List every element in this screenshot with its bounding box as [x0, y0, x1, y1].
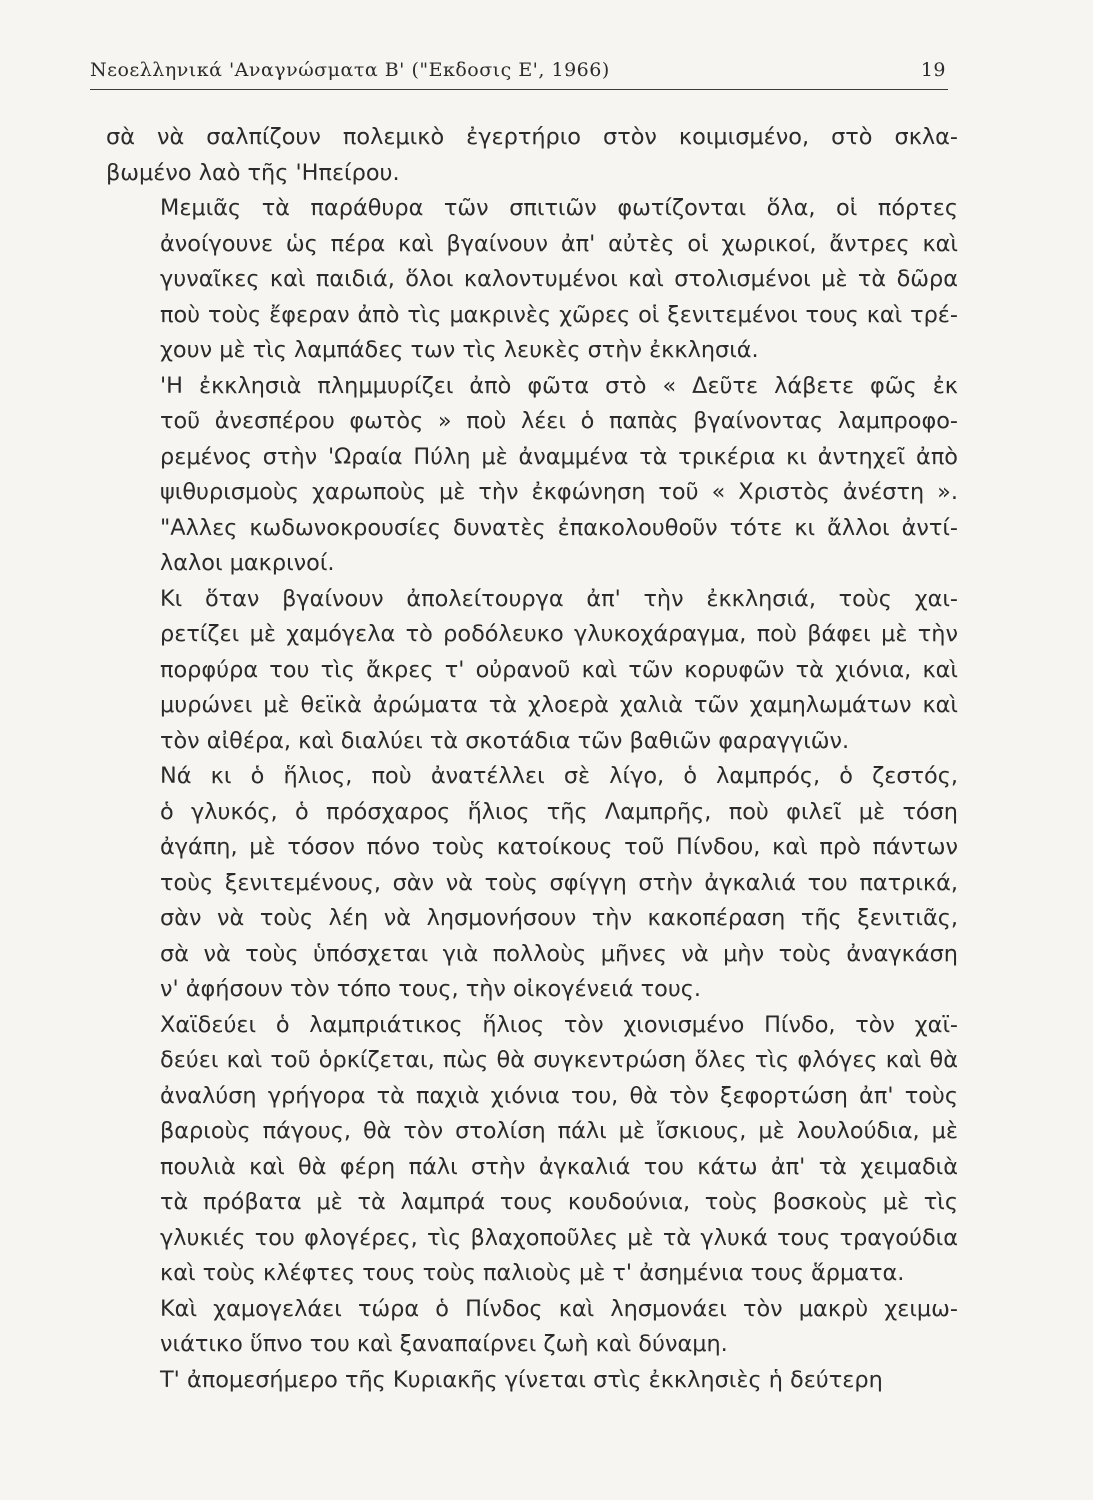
text-line: δεύει καὶ τοῦ ὁρκίζεται, πὼς θὰ συγκεντρώση ὅλες τὶς φλόγες καὶ θὰ	[160, 1047, 958, 1073]
text-line: βωμένο λαὸ τῆς 'Ηπείρου.	[106, 159, 400, 186]
text-line: σὰ νὰ τοὺς ὑπόσχεται γιὰ πολλοὺς μῆνες νὰ μὴν τοὺς ἀναγκάση	[160, 940, 958, 967]
text-line: πουλιὰ καὶ θὰ φέρη πάλι στὴν ἀγκαλιά του κάτω ἀπ' τὰ χειμαδιὰ	[160, 1153, 958, 1180]
paragraph	[106, 582, 958, 760]
text-line: χουν μὲ τὶς λαμπάδες των τὶς λευκὲς στὴν ἐκκλησιά.	[160, 337, 759, 363]
text-line: τὸν αἰθέρα, καὶ διαλύει τὰ σκοτάδια τῶν βαθιῶν φαραγγιῶν.	[160, 727, 850, 754]
text-line: σὰ νὰ σαλπίζουν πολεμικὸ ἐγερτήριο στὸν κοιμισμένο, στὸ σκλα-	[106, 124, 958, 150]
text-line: ἀναλύση γρήγορα τὰ παχιὰ χιόνια του, θὰ τὸν ξεφορτώση ἀπ' τοὺς	[160, 1082, 958, 1109]
paragraph	[106, 369, 958, 582]
text-line: "Αλλες κωδωνοκρουσίες δυνατὲς ἐπακολουθοῦν τότε κι ἄλλοι ἀντί-	[160, 514, 958, 541]
text-line: τὰ πρόβατα μὲ τὰ λαμπρά τους κουδούνια, τοὺς βοσκοὺς μὲ τὶς	[160, 1189, 958, 1215]
text-line: νιάτικο ὕπνο του καὶ ξαναπαίρνει ζωὴ καὶ δύναμη.	[160, 1331, 728, 1357]
text-line: γλυκιές του φλογέρες, τὶς βλαχοποῦλες μὲ τὰ γλυκά τους τραγούδια	[160, 1224, 958, 1251]
text-line: Μεμιᾶς τὰ παράθυρα τῶν σπιτιῶν φωτίζονται ὅλα, οἱ πόρτες	[160, 195, 958, 221]
text-line: Χαϊδεύει ὁ λαμπριάτικος ἥλιος τὸν χιονισμένο Πίνδο, τὸν χαϊ-	[160, 1011, 958, 1038]
text-line: μυρώνει μὲ θεϊκὰ ἀρώματα τὰ χλοερὰ χαλιὰ τῶν χαμηλωμάτων καὶ	[160, 692, 958, 718]
body-text	[106, 120, 958, 1398]
text-line: καὶ τοὺς κλέφτες τους τοὺς παλιοὺς μὲ τ' ἀσημένια τους ἅρματα.	[160, 1260, 905, 1286]
text-line: λαλοι μακρινοί.	[160, 550, 335, 576]
text-line: ἀγάπη, μὲ τόσον πόνο τοὺς κατοίκους τοῦ Πίνδου, καὶ πρὸ πάντων	[160, 834, 958, 860]
text-line: ὁ γλυκός, ὁ πρόσχαρος ἥλιος τῆς Λαμπρῆς, ποὺ φιλεῖ μὲ τόση	[160, 798, 958, 825]
text-line: ἀνοίγουνε ὡς πέρα καὶ βγαίνουν ἀπ' αὐτὲς οἱ χωρικοί, ἄντρες καὶ	[160, 230, 958, 257]
text-line: 'Η ἐκκλησιὰ πλημμυρίζει ἀπὸ φῶτα στὸ « Δεῦτε λάβετε φῶς ἐκ	[160, 372, 958, 399]
text-line: ψιθυρισμοὺς χαρωποὺς μὲ τὴν ἐκφώνηση τοῦ « Χριστὸς ἀνέστη ».	[160, 479, 958, 505]
text-line: πορφύρα του τὶς ἄκρες τ' οὐρανοῦ καὶ τῶν κορυφῶν τὰ χιόνια, καὶ	[160, 656, 958, 683]
paragraph	[106, 120, 958, 191]
text-line: βαριοὺς πάγους, θὰ τὸν στολίση πάλι μὲ ἴσκιους, μὲ λουλούδια, μὲ	[160, 1118, 958, 1144]
paragraph	[106, 1363, 958, 1399]
running-header	[90, 55, 948, 90]
text-line: σὰν νὰ τοὺς λέη νὰ λησμονήσουν τὴν κακοπέραση τῆς ξενιτιᾶς,	[160, 905, 958, 931]
header-title: Νεοελληνικά 'Αναγνώσματα Β' ("Εκδοσις Ε', 1966)	[90, 59, 610, 81]
text-line: ρεμένος στὴν 'Ωραία Πύλη μὲ ἀναμμένα τὰ τρικέρια κι ἀντηχεῖ ἀπὸ	[160, 443, 958, 470]
page-number: 19	[920, 59, 946, 81]
text-line: τοῦ ἀνεσπέρου φωτὸς » ποὺ λέει ὁ παπὰς βγαίνοντας λαμπροφο-	[160, 408, 958, 434]
paragraph	[106, 759, 958, 1008]
paragraph	[106, 191, 958, 369]
paragraph	[106, 1292, 958, 1363]
text-line: Τ' ἀπομεσήμερο τῆς Κυριακῆς γίνεται στὶς ἐκκλησιὲς ἡ δεύτερη	[160, 1366, 883, 1393]
text-line: Καὶ χαμογελάει τώρα ὁ Πίνδος καὶ λησμονάει τὸν μακρὺ χειμω-	[160, 1295, 958, 1322]
text-line: Κι ὅταν βγαίνουν ἀπολείτουργα ἀπ' τὴν ἐκκλησιά, τοὺς χαι-	[160, 585, 958, 612]
paragraph	[106, 1008, 958, 1292]
text-line: ν' ἀφήσουν τὸν τόπο τους, τὴν οἰκογένειά τους.	[160, 976, 702, 1002]
text-line: τοὺς ξενιτεμένους, σὰν νὰ τοὺς σφίγγη στὴν ἀγκαλιά του πατρικά,	[160, 869, 958, 896]
text-line: ποὺ τοὺς ἔφεραν ἀπὸ τὶς μακρινὲς χῶρες οἱ ξενιτεμένοι τους καὶ τρέ-	[160, 301, 958, 328]
text-line: ρετίζει μὲ χαμόγελα τὸ ροδόλευκο γλυκοχάραγμα, ποὺ βάφει μὲ τὴν	[160, 621, 958, 647]
text-line: Νά κι ὁ ἥλιος, ποὺ ἀνατέλλει σὲ λίγο, ὁ λαμπρός, ὁ ζεστός,	[160, 763, 958, 789]
text-line: γυναῖκες καὶ παιδιά, ὅλοι καλοντυμένοι καὶ στολισμένοι μὲ τὰ δῶρα	[160, 266, 958, 292]
